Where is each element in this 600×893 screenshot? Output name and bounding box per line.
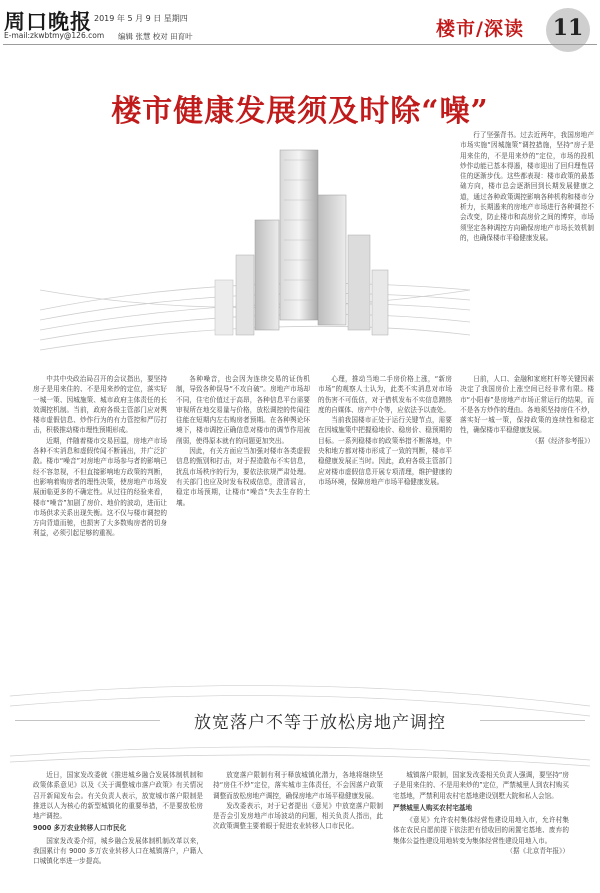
article-source: （据《经济参考报》）	[531, 436, 594, 445]
masthead-rule	[3, 44, 597, 45]
article-source: （据《北京青年报》）	[506, 847, 569, 856]
paragraph: 发改委表示，对于记者提出《意见》中放宽落户限制是否会引发房地产市场波动的问题，相关负责人指出，此次政策调整主要着眼于促进农业转移人口市民化。	[213, 801, 383, 831]
article-column-1	[33, 374, 167, 674]
section-title: 楼市/深读	[436, 18, 524, 40]
paragraph: 各种噪音，也会因为连续交易的证伪机制，导致各种误导“不攻自破”。房地产市场却不同，住宅价值过于高昂，各种信息平台需要审视所在地交易量与价格，放松调控的传闻往往能在短期内左右购房者预期。在各种舆论环境下，楼市调控正确信息对楼市的调节作用被削弱，使得原本就有的问题更加突出。	[176, 375, 310, 445]
article2-column-2	[213, 770, 383, 890]
contact-email[interactable]: E-mail:zkwbtmy@126.com	[4, 31, 105, 40]
article2-column-1	[33, 770, 203, 890]
paragraph: 行了坚强背书。过去近两年，我国房地产市场实施“因城施策”调控措施，坚持“房子是用来住的，不是用来炒的”定位，市场的投机炒作动能已基本得遏，楼市迎出了回归理性居住的逐渐步伐。这些都表现：楼市政策的最基础方向，楼市总会逐渐回到长期发展健康之道，通过各种政策调控影响各种机构和楼市分析力，长期遏来的房地产市场进行各种调控不会改变，防止楼市和高房价之间的博弈，市场须坚定各种调控方向确保房地产市场长效机制的，也确保楼市平稳健康发展。	[460, 131, 594, 242]
paragraph: 心理，推动当地二手房价格上涨，“新房市场”的观察人士认为，此类不实消息对市场的伤害不可低估，对于借机发布不实信息蹭热度的自媒体、房产中介等，应依法予以查处。	[318, 375, 452, 414]
paragraph: 放宽落户限制有利于释放城镇化潜力，各地将继续坚持“房住不炒”定位，落实城市主体责任，不会因落户政策调整而放松房地产调控，确保房地产市场平稳健康发展。	[213, 771, 383, 800]
paragraph: 近期，伴随着楼市交易回温，房地产市场各种不实消息和虚假传闻不断涌出，并广泛扩散。楼市“噪音”对房地产市场参与者的影响已经不容忽视，不但直接影响地方政策的判断，也影响着购房者的理性决策，使房地产市场发展面临更多的不确定性。从过往的经验来看，楼市“噪音”加剧了房价、地价的波动，进而让市场供求关系出现失衡。这不仅与楼市调控的方向背道而驰，也损害了大多数购房者的切身利益，必须引起足够的重视。	[33, 436, 167, 538]
paragraph: 中共中央政治局召开的会议指出，要坚持房子是用来住的、不是用来炒的定位，落实好一城一策、因城施策、城市政府主体责任的长效调控机制。当前，政府各级主管部门应对舆楼市虚假信息、炒作行为的有力管控和严厉打击，积极推动楼市理性预期形成。	[33, 375, 167, 435]
subheading: 9000 多万农业转移人口市民化	[33, 824, 127, 833]
article-column-2	[176, 374, 310, 674]
article-column-upper-right	[460, 130, 594, 380]
article2-title: 放宽落户不等于放松房地产调控	[160, 708, 480, 733]
article-headline: 楼市健康发展须及时除“噪”	[111, 94, 489, 129]
paragraph: 日前，人口、金融和家庭杠杆等关键因素决定了我国房价上涨空间已经非常有限。楼市“小阳春”是房地产市场正常运行的结果，而不是各方炒作的理由。各地须坚持房住不炒，落实好一城一策，保持政策的连续性和稳定性，确保楼市平稳健康发展。	[460, 375, 594, 435]
article-column-4	[460, 374, 594, 674]
subheading: 严禁城里人购买农村宅基地	[393, 803, 473, 812]
newspaper-logo: 周口晚报	[4, 9, 92, 34]
editor-credits: 编辑 张慧 校对 田育叶	[118, 32, 193, 41]
paragraph: 《意见》允许农村集体经营性建设用地入市，允许村集体在农民自愿前提下依法把有偿收回的闲置宅基地、废弃的集体公益性建设用地转变为集体经营性建设用地入市。	[393, 816, 569, 845]
article-column-3	[318, 374, 452, 674]
paragraph: 当前我国楼市正处于运行关键节点，需要在因城施策中把握稳地价、稳房价、稳预期的目标。一系列稳楼市的政策举措不断落地，中央和地方都对楼市形成了一致的判断，楼市平稳健康发展正当时。因此，政府各级主管部门应对楼市虚假信息开展专项清理，维护健康的市场环境，保障房地产市场平稳健康发展。	[318, 416, 452, 486]
article2-column-3	[393, 770, 569, 890]
paragraph: 因此，有关方面应当加强对楼市各类虚假信息的甄别和打击，对于捏造散布不实信息，扰乱市场秩序的行为，要依法依规严肃处理。有关部门也应及时发布权威信息，澄清谣言，稳定市场预期，让楼市“噪音”失去生存的土壤。	[176, 447, 310, 507]
paragraph: 国家发改委介绍，城乡融合发展体制机制改革以来，我国累计有 9000 多万农业转移人口在城镇落户，户籍人口城镇化率进一步提高。	[33, 836, 203, 866]
page-number: 11	[552, 15, 584, 41]
skyscraper-illustration	[40, 140, 470, 360]
paragraph: 城镇落户限制，国家发改委相关负责人强调，要坚持“房子是用来住的、不是用来炒的”定位，严禁城里人到农村购买宅基地，严禁利用农村宅基地建设别墅大院和私人会馆。	[393, 771, 569, 800]
masthead	[0, 0, 600, 62]
paragraph: 近日，国家发改委就《推进城乡融合发展体制机制和政策体系意见》以及《关于调整城市落户政策》有关情况召开新闻发布会。有关负责人表示，放宽城市落户限制是推进以人为核心的新型城镇化的重要举措，不是要放松房地产调控。	[33, 771, 203, 821]
issue-date: 2019 年 5 月 9 日 星期四	[94, 14, 188, 23]
